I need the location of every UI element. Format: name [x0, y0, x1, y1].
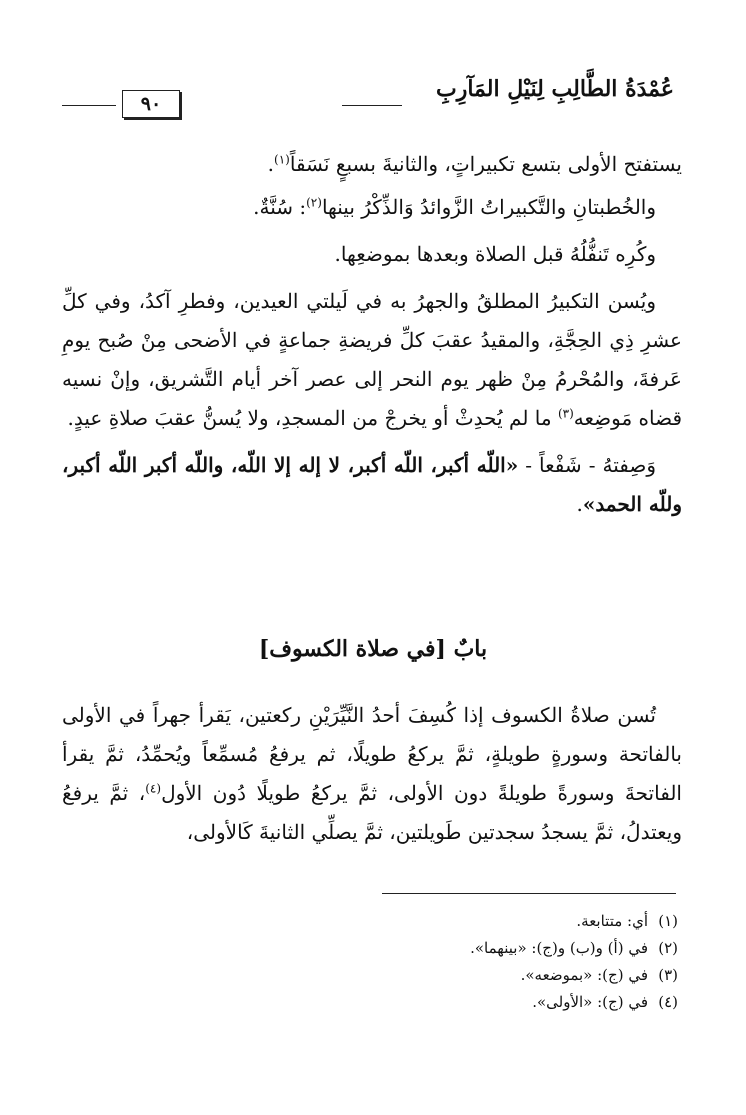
footnote: (٤)في (ج): «الأولى». [532, 993, 678, 1011]
footnote-ref: (٣) [557, 406, 574, 421]
main-text [62, 145, 682, 532]
footnote: (٢)في (أ) و(ب) و(ج): «بينهما». [470, 939, 678, 957]
paragraph: ويُسن التكبيرُ المطلقُ والجهرُ به في لَيلتي العيدين، وفطرِ آكدُ، وفي كلِّ عشرِ ذِي الحِجَّةِ، والمقيدُ عقبَ كلِّ فريضةِ جماعةٍ في الأضحى مِنْ صُبح يومِ عَرفةَ، والمُحْرمُ مِنْ ظهر يوم النحر إلى عصر آخر أيام التَّشريق، وإنْ نسيه قضاه مَوضِعه$^{(٣)}$ ما لم يُحدِثْ أو يخرجْ من المسجدِ، ولا يُسنُّ عقبَ صلاةِ عيدٍ. [62, 289, 682, 430]
footnote: (١)أي: متتابعة. [576, 912, 678, 930]
footnotes [470, 908, 678, 1016]
header-rule [342, 105, 402, 106]
footnote: (٣)في (ج): «بموضعه». [520, 966, 678, 984]
kusuf-text [62, 696, 682, 852]
footnote-ref: (٢) [306, 195, 322, 210]
footnote-separator [382, 893, 676, 894]
chapter-title: بابٌ [في صلاة الكسوف] [258, 636, 488, 662]
header-rule [62, 105, 116, 106]
paragraph: والخُطبتانِ والتَّكبيراتُ الزَّوائدُ وَالذِّكْرُ بينها$^{(٢)}$: سُنَّةٌ. [253, 195, 656, 219]
takbir-formula: «اللّه أكبر، اللّه أكبر، لا إله إلا اللّه، واللّه أكبر اللّه أكبر، وللّه الحمد» [62, 453, 682, 516]
takbir-paragraph: وَصِفتهُ - شَفْعاً - «اللّه أكبر، اللّه أكبر، لا إله إلا اللّه، واللّه أكبر اللّه أكبر، وللّه الحمد». [62, 453, 682, 516]
paragraph: يستفتح الأولى بتسع تكبيراتٍ، والثانيةَ بسبعٍ نَسَقاً$^{(١)}$. [267, 152, 682, 176]
footnote-ref: (٤) [145, 781, 162, 796]
running-title: عُمْدَةُ الطَّالِبِ لِنَيْلِ المَآرِبِ [436, 76, 674, 102]
paragraph: تُسن صلاةُ الكسوف إذا كُسِفَ أحدُ النَّيِّرَيْنِ ركعتين، يَقرأ جهراً في الأولى بالفاتحة وسورةٍ طويلةٍ، ثمَّ يركعُ طويلًا، ثم يرفعُ مُسمِّعاً ويُحمِّدُ، ثمَّ يقرأ الفاتحةَ وسورةً طويلةً دون الأولى، ثمَّ يركعُ طويلًا دُون الأول$^{(٤)}$، ثمَّ يرفعُ ويعتدلُ، ثمَّ يسجدُ سجدتين طَويلتين، ثمَّ يصلِّي الثانيةَ كَالأولى، [62, 703, 682, 844]
page-number: ٩٠ [122, 90, 180, 118]
paragraph: وكُرِه تَنفُّلُهُ قبل الصلاة وبعدها بموضعِها. [334, 242, 656, 266]
footnote-ref: (١) [274, 152, 290, 167]
